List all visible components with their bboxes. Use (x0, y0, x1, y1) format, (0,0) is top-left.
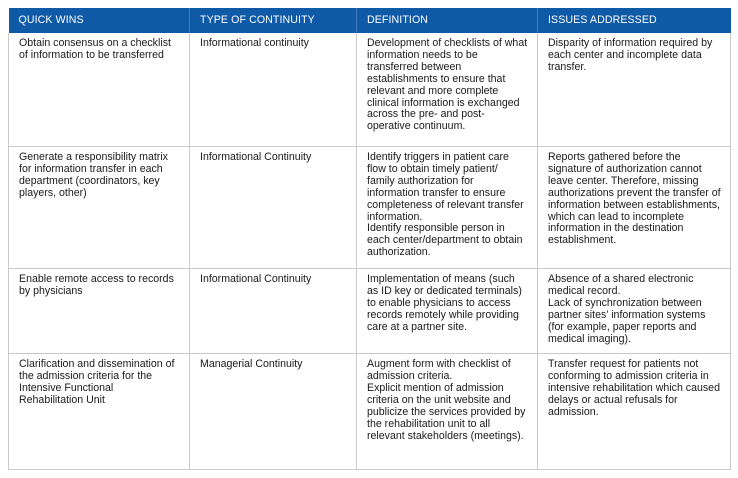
table-body (9, 33, 731, 470)
quick-wins-table-container (8, 8, 730, 470)
definition-text: Implementation of means (such as ID key or dedicated terminals) to enable physicians to access records remotely while providing care at a partner site. (367, 273, 522, 333)
header-row (9, 8, 731, 33)
quick-wins-table (8, 8, 731, 470)
definition-text: Development of checklists of what information needs to be transferred between establishments to ensure that relevant and more complete clinical information is exchanged across the pre- and post-operative continuum. (367, 37, 528, 133)
issues-text: Reports gathered before the signature of authorization cannot leave center. Therefore, missing authorizations prevent the transfer of information between establishments, which can lead to incomplete information in the destination establishment. (548, 151, 721, 247)
table-row (9, 354, 731, 470)
issues-cell (538, 147, 731, 269)
definition-cell (357, 147, 538, 269)
table-header (9, 8, 731, 33)
issues-text: Disparity of information required by each center and incomplete data transfer. (548, 37, 713, 73)
quick-win-cell: Clarification and dissemination of the admission criteria for the Intensive Functional Rehabilitation Unit (9, 354, 190, 470)
definition-cell (357, 269, 538, 354)
table-row (9, 33, 731, 147)
definition-text: Identify responsible person in each center/department to obtain authorization. (367, 222, 523, 259)
table-row (9, 269, 731, 354)
issues-text: Transfer request for patients not conforming to admission criteria in intensive rehabilitation which caused delays or actual refusals for admission. (548, 358, 720, 419)
definition-cell (357, 33, 538, 147)
definition-text: Identify triggers in patient care flow to obtain timely patient/ family authorization for information transfer to ensure completeness of relevant transfer information. (367, 151, 524, 223)
quick-win-cell: Generate a responsibility matrix for information transfer in each department (coordinators, key players, other) (9, 147, 190, 269)
continuity-type-cell: Informational Continuity (190, 147, 357, 269)
issues-text: Lack of synchronization between partner sites’ information systems (for example, paper reports and medical imaging). (548, 296, 706, 345)
issues-cell (538, 33, 731, 147)
header-quick-wins: QUICK WINS (9, 8, 190, 33)
header-type-of-continuity: TYPE OF CONTINUITY (190, 8, 357, 33)
header-issues-addressed: ISSUES ADDRESSED (538, 8, 731, 33)
definition-text: Augment form with checklist of admission criteria. (367, 358, 511, 383)
quick-win-cell: Enable remote access to records by physicians (9, 269, 190, 354)
table-row (9, 147, 731, 269)
continuity-type-cell: Informational Continuity (190, 269, 357, 354)
definition-cell (357, 354, 538, 470)
header-definition: DEFINITION (357, 8, 538, 33)
issues-text: Absence of a shared electronic medical record. (548, 273, 694, 297)
quick-win-cell: Obtain consensus on a checklist of information to be transferred (9, 33, 190, 147)
issues-cell (538, 269, 731, 354)
issues-cell (538, 354, 731, 470)
continuity-type-cell: Managerial Continuity (190, 354, 357, 470)
definition-text: Explicit mention of admission criteria on the unit website and publicize the services provided by the rehabilitation unit to all relevant stakeholders (meetings). (367, 382, 526, 442)
continuity-type-cell: Informational continuity (190, 33, 357, 147)
